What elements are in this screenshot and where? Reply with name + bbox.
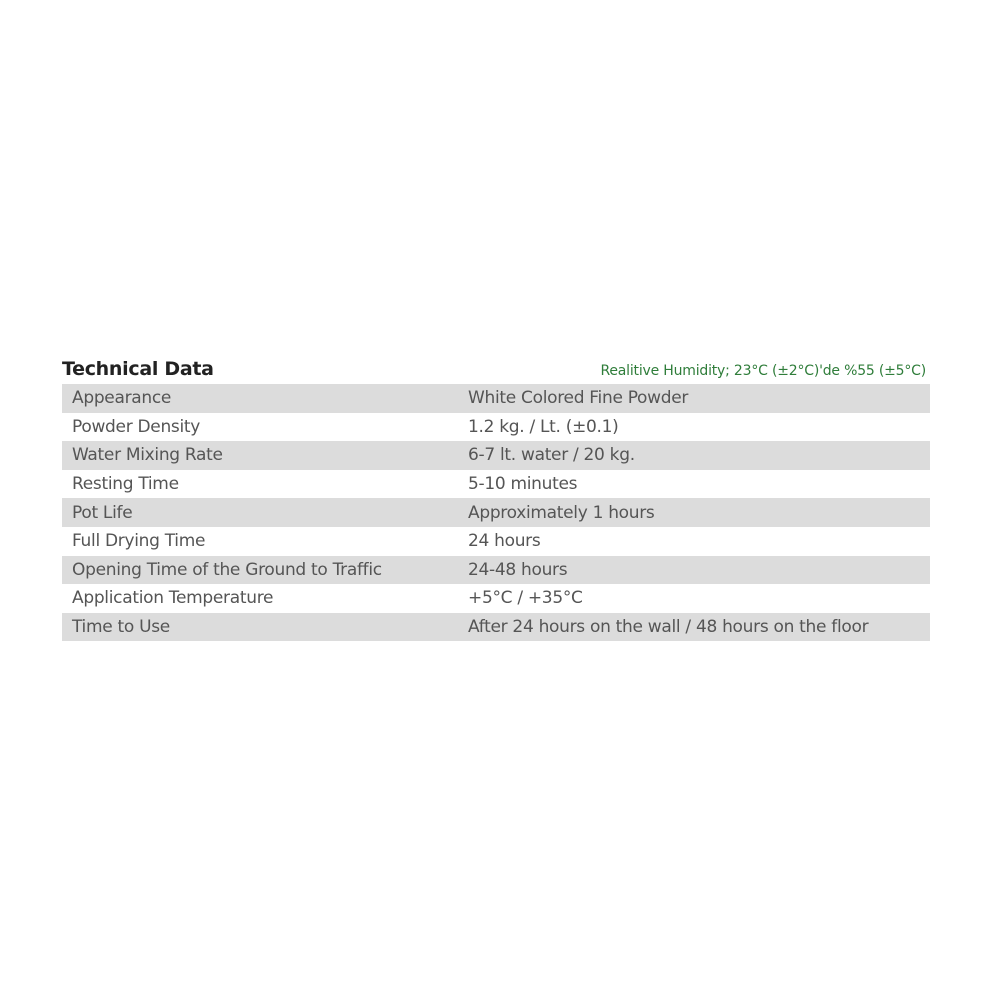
technical-data-section [62, 356, 930, 641]
table-row [62, 556, 930, 585]
property-cell: Water Mixing Rate [72, 445, 223, 466]
table-row [62, 584, 930, 613]
property-cell: Full Drying Time [72, 531, 206, 552]
value-cell: 1.2 kg. / Lt. (±0.1) [468, 416, 619, 437]
value-cell: White Colored Fine Powder [468, 388, 689, 409]
conditions-note: Realitive Humidity; 23°C (±2°C)'de %55 (±5°C) [600, 363, 926, 379]
table-row [62, 470, 930, 499]
technical-data-table [62, 384, 930, 641]
table-row [62, 384, 930, 413]
value-cell: 24-48 hours [468, 559, 568, 580]
table-row [62, 613, 930, 642]
table-row [62, 527, 930, 556]
value-cell: After 24 hours on the wall / 48 hours on the floor [468, 617, 869, 638]
value-cell: Approximately 1 hours [468, 502, 655, 523]
value-cell: 24 hours [468, 531, 541, 552]
table-row [62, 413, 930, 442]
table-row [62, 441, 930, 470]
property-cell: Powder Density [72, 416, 201, 437]
property-cell: Resting Time [72, 474, 179, 495]
value-cell: 5-10 minutes [468, 474, 578, 495]
property-cell: Time to Use [72, 617, 170, 638]
table-row [62, 498, 930, 527]
property-cell: Opening Time of the Ground to Traffic [72, 559, 382, 580]
value-cell: +5°C / +35°C [468, 588, 583, 609]
technical-data-header [62, 356, 930, 384]
property-cell: Application Temperature [72, 588, 274, 609]
value-cell: 6-7 lt. water / 20 kg. [468, 445, 635, 466]
property-cell: Pot Life [72, 502, 133, 523]
section-title: Technical Data [62, 358, 214, 380]
property-cell: Appearance [72, 388, 172, 409]
